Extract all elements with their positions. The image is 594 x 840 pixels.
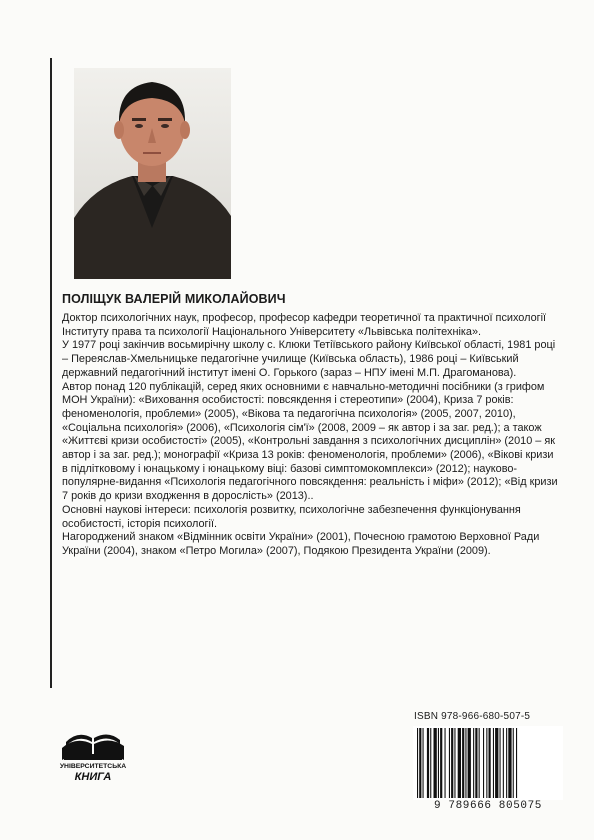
barcode-bar	[495, 728, 498, 798]
bio-paragraph-publications: Автор понад 120 публікацій, серед яких основними є навчально-методичні посібники (з грифом МОН України): «Виховання особистості: повсякдення і стереотипи» (2004), Криза 7 років: феноменологія, проблеми» (2005), «Вікова та педагогічна психологія» (2005, 2007, 2010), «Соціальна психологія» (2006), «Психологія сім'ї» (2008, 2009 – як автор і за заг. ред.); а також «Життєві кризи особистості» (2005), «Контрольні завдання з психологічних дисциплін» (2010 – як автор і за заг. ред.); монографії «Криза 13 років: феноменологія, проблеми» (2006), «Вікові кризи в підлітковому і юнацькому і юнацькому віці: базові симптомокомплекси» (2012); науково-популярне-видання «Психологія педагогічного повсякдення: реальність і міфи» (2012); «Від кризи 7 років до кризи входження в дорослість» (2013)..	[62, 380, 558, 503]
bio-paragraph-position: Доктор психологічних наук, професор, професор кафедри теоретичної та практичної психології Інституту права та психології Національного Університету «Львівська політехніка».	[62, 312, 547, 338]
barcode-bar	[449, 728, 450, 798]
barcode-bar	[516, 728, 517, 798]
barcode-bar	[475, 728, 477, 798]
barcode-bar	[440, 728, 442, 798]
barcode-bar	[479, 728, 480, 798]
open-book-icon	[58, 714, 128, 784]
author-bio-block	[62, 292, 562, 559]
barcode-bar	[427, 728, 429, 798]
bio-paragraph-awards: Нагороджений знаком «Відмінник освіти України» (2001), Почесною грамотою Верховної Ради України (2004), знаком «Петро Могила» (2007), Подякою Президента України (2009).	[62, 531, 540, 557]
barcode-bar	[489, 728, 491, 798]
barcode-bar	[465, 728, 466, 798]
barcode-bar	[468, 728, 471, 798]
publisher-logo-line2: КНИГА	[74, 771, 112, 783]
barcode	[413, 726, 563, 800]
vertical-rule	[50, 58, 52, 688]
barcode-bar	[438, 728, 439, 798]
barcode-bar	[451, 728, 453, 798]
barcode-bar	[417, 728, 418, 798]
publisher-logo-line1: УНІВЕРСИТЕТСЬКА	[59, 763, 127, 770]
barcode-bar	[445, 728, 446, 798]
barcode-digits: 9 789666 805075	[433, 800, 543, 812]
author-portrait-icon	[74, 68, 231, 279]
isbn-label: ISBN 978-966-680-507-5	[414, 711, 531, 722]
author-photo	[74, 68, 231, 279]
author-name: ПОЛІЩУК ВАЛЕРІЙ МИКОЛАЙОВИЧ	[62, 292, 286, 306]
barcode-bar	[513, 728, 514, 798]
barcode-bar	[493, 728, 494, 798]
barcode-bar	[419, 728, 421, 798]
barcode-bar	[503, 728, 504, 798]
barcode-bar	[462, 728, 464, 798]
barcode-bar	[483, 728, 484, 798]
barcode-bar	[423, 728, 424, 798]
barcode-bar	[434, 728, 437, 798]
barcode-bar	[430, 728, 431, 798]
barcode-bar	[454, 728, 455, 798]
barcode-bar	[486, 728, 487, 798]
barcode-bar	[500, 728, 501, 798]
bio-paragraph-education: У 1977 році закінчив восьмирічну школу с. Клюки Тетіївського району Київської області, 1981 році – Переяслав-Хмельницьке педагогічне училище (Київська область), 1986 році – Київський державний педагогічний інститут імені О. Горького (зараз – НПУ імені М.П. Драгоманова).	[62, 339, 556, 379]
publisher-logo	[58, 714, 128, 784]
barcode-bar	[458, 728, 461, 798]
barcode-bar	[473, 728, 474, 798]
bio-paragraph-interests: Основні наукові інтереси: психологія розвитку, психологічне забезпечення функціонування особистості, історія психології.	[62, 503, 521, 530]
barcode-bar	[508, 728, 511, 798]
barcode-bar	[506, 728, 507, 798]
